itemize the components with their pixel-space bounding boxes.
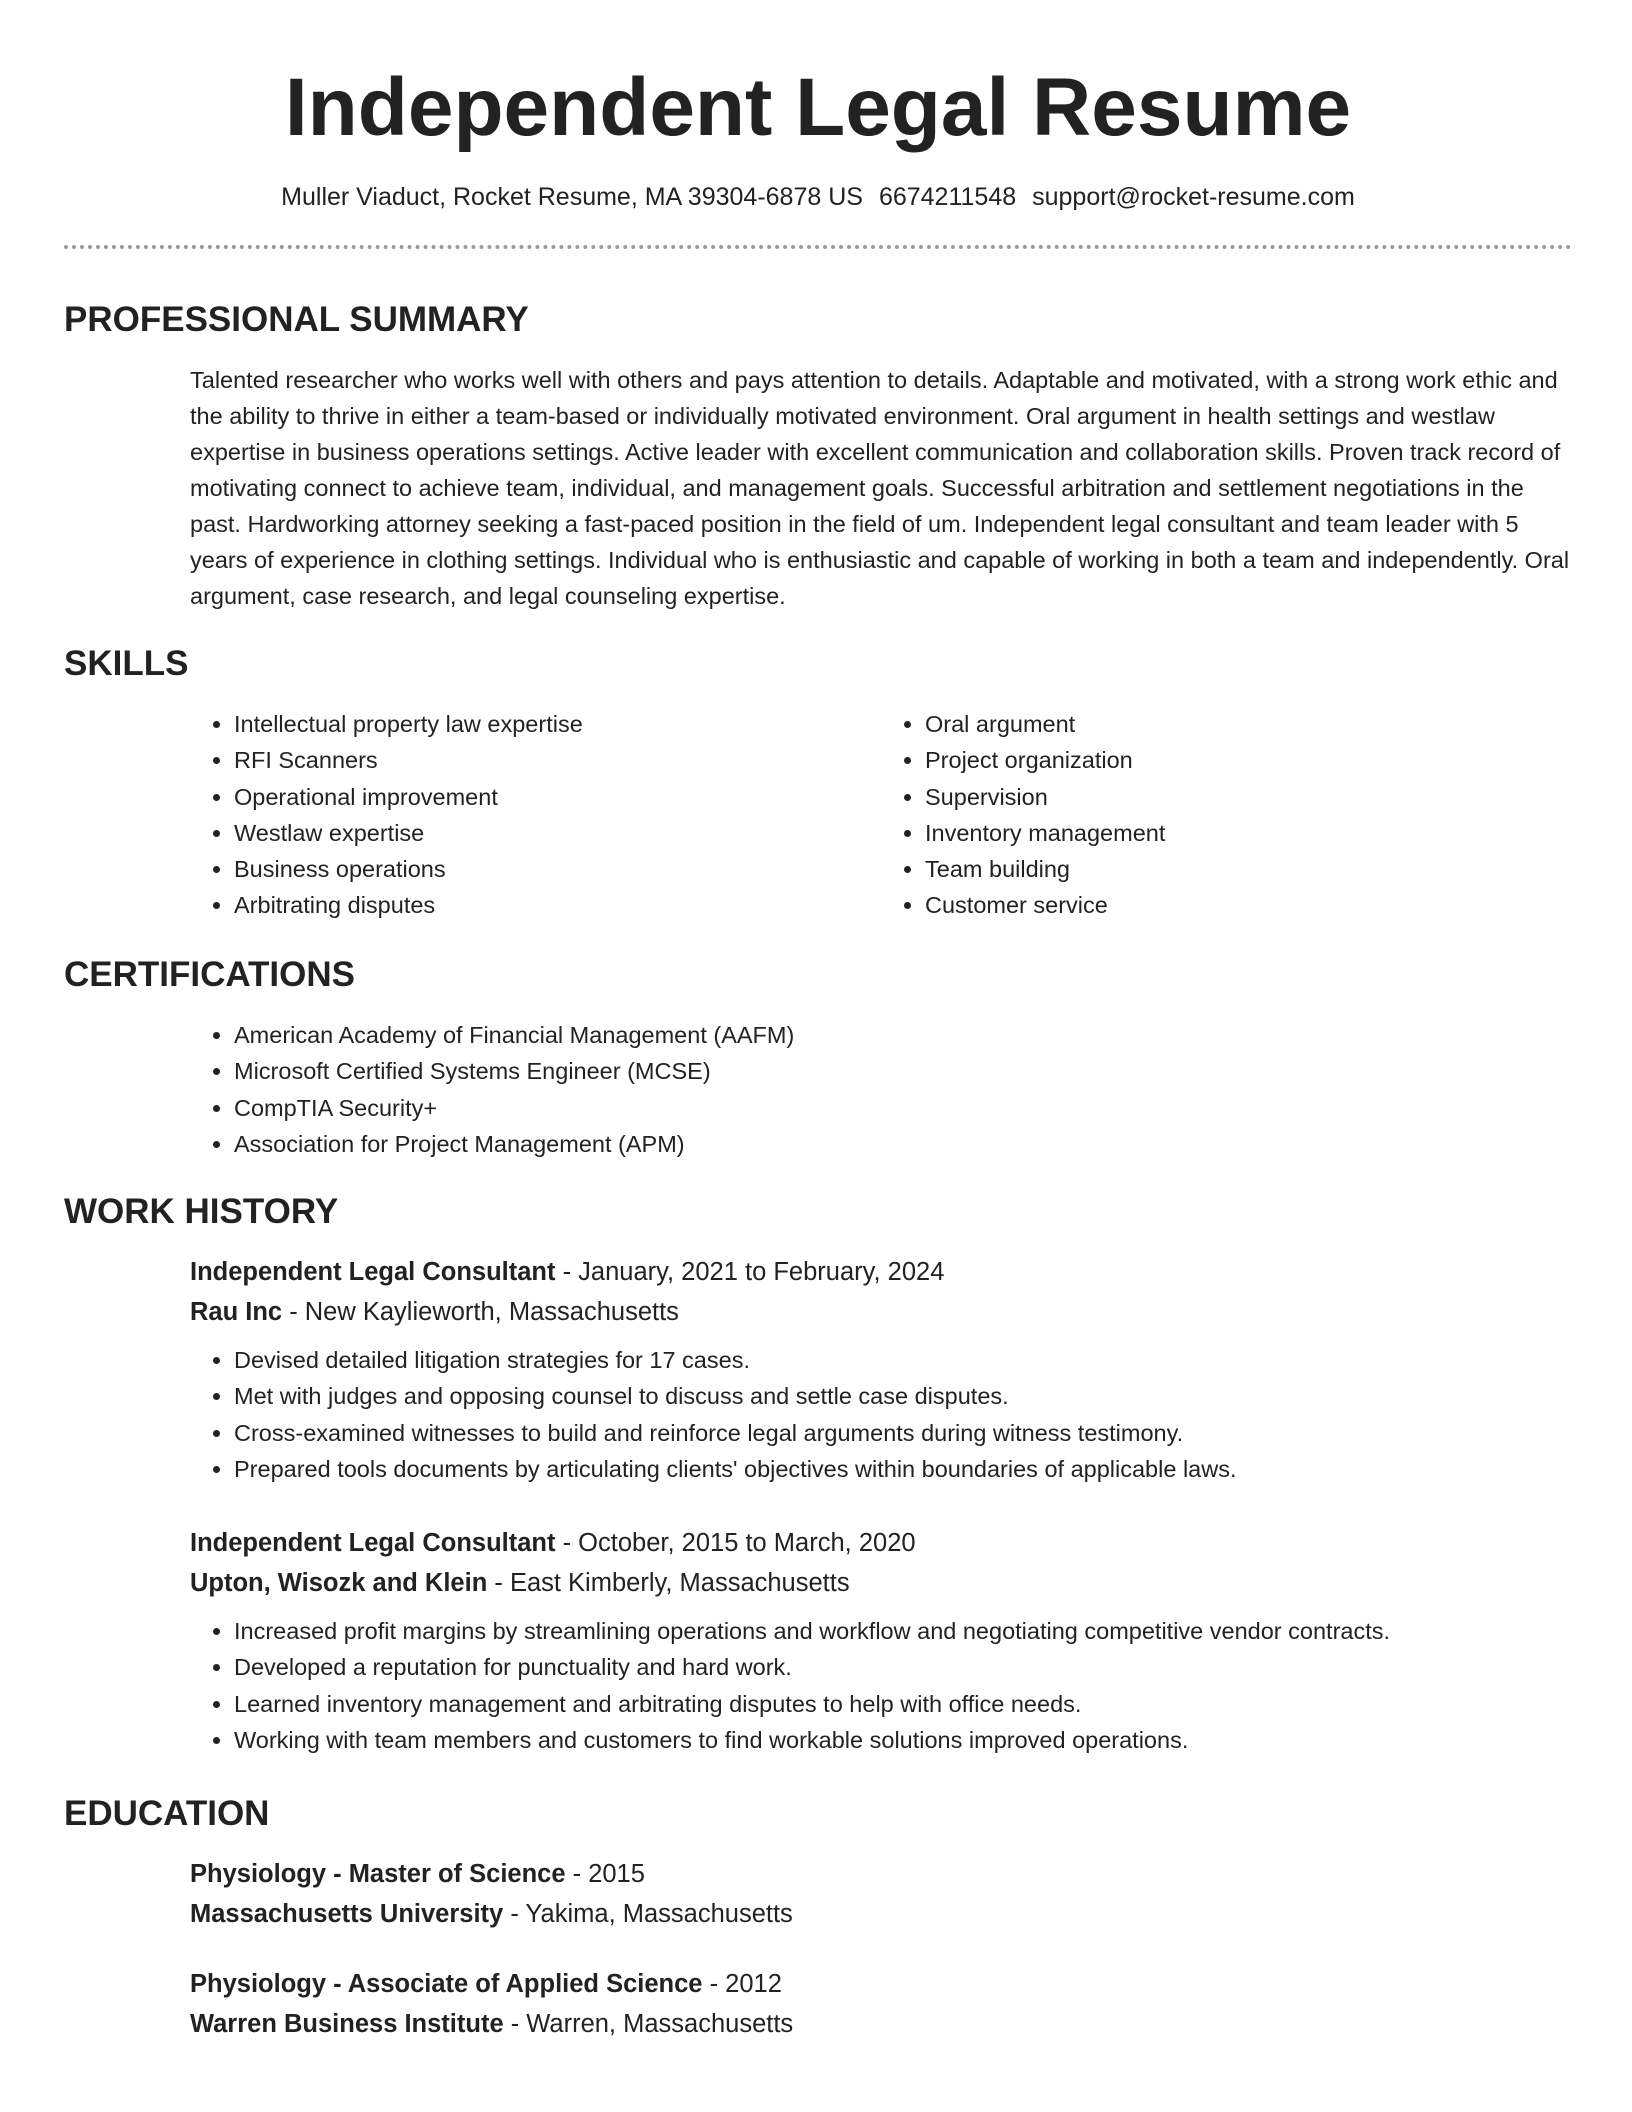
job-role: Independent Legal Consultant bbox=[190, 1529, 556, 1558]
certifications-section bbox=[64, 953, 1572, 1162]
job-entry bbox=[190, 1252, 1572, 1487]
job-company-line bbox=[190, 1292, 1572, 1332]
education-school-line bbox=[190, 2004, 1572, 2044]
job-bullets bbox=[190, 1342, 1572, 1487]
skill-item: • Project organization bbox=[925, 742, 1572, 778]
job-bullet: • Increased profit margins by streamlining operations and workflow and negotiating competitive vendor contracts. bbox=[234, 1613, 1572, 1649]
education-degree: Physiology - Master of Science bbox=[190, 1860, 566, 1888]
job-location: - New Kaylieworth, Massachusetts bbox=[282, 1298, 679, 1326]
job-dates: - October, 2015 to March, 2020 bbox=[555, 1529, 916, 1558]
certification-item: • American Academy of Financial Management (AAFM) bbox=[234, 1017, 1572, 1053]
education-school-line bbox=[190, 1894, 1572, 1934]
certification-item: • Microsoft Certified Systems Engineer (MCSE) bbox=[234, 1053, 1572, 1089]
section-title-work: WORK HISTORY bbox=[64, 1192, 339, 1231]
skill-item: • Inventory management bbox=[925, 815, 1572, 851]
education-degree: Physiology - Associate of Applied Science bbox=[190, 1970, 703, 1998]
section-title-education: EDUCATION bbox=[64, 1794, 270, 1833]
job-entry bbox=[190, 1523, 1572, 1758]
education-school: Warren Business Institute bbox=[190, 2010, 504, 2038]
summary-section bbox=[64, 298, 1572, 614]
resume-title: Independent Legal Resume bbox=[284, 62, 1352, 153]
skill-item: • Intellectual property law expertise bbox=[234, 706, 881, 742]
skills-left-list bbox=[190, 706, 881, 924]
job-bullets bbox=[190, 1613, 1572, 1758]
skill-item: • Operational improvement bbox=[234, 779, 881, 815]
education-entry bbox=[190, 1964, 1572, 2044]
education-school: Massachusetts University bbox=[190, 1900, 504, 1928]
address: Muller Viaduct, Rocket Resume, MA 39304-6878 US bbox=[281, 183, 863, 211]
skill-item: • Team building bbox=[925, 851, 1572, 887]
section-title-certifications: CERTIFICATIONS bbox=[64, 955, 356, 994]
certification-item: • Association for Project Management (APM) bbox=[234, 1126, 1572, 1162]
job-title-line bbox=[190, 1523, 1572, 1563]
job-bullet: • Met with judges and opposing counsel to discuss and settle case disputes. bbox=[234, 1378, 1572, 1414]
skill-item: • Customer service bbox=[925, 887, 1572, 923]
skill-item: • Arbitrating disputes bbox=[234, 887, 881, 923]
job-bullet: • Developed a reputation for punctuality and hard work. bbox=[234, 1649, 1572, 1685]
skill-item: • Supervision bbox=[925, 779, 1572, 815]
skills-columns bbox=[190, 706, 1572, 924]
education-degree-line bbox=[190, 1964, 1572, 2004]
skill-item: • Oral argument bbox=[925, 706, 1572, 742]
header-divider bbox=[64, 245, 1572, 249]
job-bullet: • Working with team members and customers to find workable solutions improved operations. bbox=[234, 1722, 1572, 1758]
work-history-section bbox=[64, 1190, 1572, 1758]
job-role: Independent Legal Consultant bbox=[190, 1258, 556, 1286]
summary-text: Talented researcher who works well with others and pays attention to details. Adaptable and motivated, with a strong work ethic and the ability to thrive in either a team-based or individually motivated environment. Oral argument in health settings and westlaw expertise in business operations settings. Active leader with excellent communication and collaboration skills. Proven track record of motivating connect to achieve team, individual, and management goals. Successful arbitration and settlement negotiations in the past. Hardworking attorney seeking a fast-paced position in the field of um. Independent legal consultant and team leader with 5 years of experience in clothing settings. Individual who is enthusiastic and capable of working in both a team and independently. Oral argument, case research, and legal counseling expertise. bbox=[190, 367, 1570, 609]
phone: 6674211548 bbox=[878, 183, 1017, 211]
skill-item: • RFI Scanners bbox=[234, 742, 881, 778]
job-bullet: • Learned inventory management and arbitrating disputes to help with office needs. bbox=[234, 1686, 1572, 1722]
job-company: Rau Inc bbox=[190, 1298, 283, 1326]
education-year: - 2012 bbox=[702, 1970, 782, 1998]
contact-line bbox=[64, 180, 1572, 214]
skill-item: • Westlaw expertise bbox=[234, 815, 881, 851]
job-location: - East Kimberly, Massachusetts bbox=[487, 1569, 850, 1598]
education-section bbox=[64, 1792, 1572, 2044]
education-location: - Yakima, Massachusetts bbox=[503, 1900, 793, 1928]
skills-section bbox=[64, 642, 1572, 924]
job-bullet: • Prepared tools documents by articulating clients' objectives within boundaries of applicable laws. bbox=[234, 1451, 1572, 1487]
skill-item: • Business operations bbox=[234, 851, 881, 887]
job-dates: - January, 2021 to February, 2024 bbox=[555, 1258, 945, 1286]
education-location: - Warren, Massachusetts bbox=[503, 2010, 794, 2038]
certification-item: • CompTIA Security+ bbox=[234, 1090, 1572, 1126]
job-bullet: • Devised detailed litigation strategies for 17 cases. bbox=[234, 1342, 1572, 1378]
certifications-list bbox=[190, 1017, 1572, 1162]
section-title-summary: PROFESSIONAL SUMMARY bbox=[64, 300, 529, 339]
job-title-line bbox=[190, 1252, 1572, 1292]
resume-page bbox=[64, 0, 1572, 2038]
skills-right-list bbox=[881, 706, 1572, 924]
email: support@rocket-resume.com bbox=[1032, 183, 1355, 211]
education-year: - 2015 bbox=[565, 1860, 645, 1888]
job-company-line bbox=[190, 1563, 1572, 1603]
certifications-list-wrap bbox=[190, 1017, 1572, 1162]
job-bullet: • Cross-examined witnesses to build and reinforce legal arguments during witness testimony. bbox=[234, 1415, 1572, 1451]
section-title-skills: SKILLS bbox=[64, 644, 189, 683]
education-degree-line bbox=[190, 1854, 1572, 1894]
job-company: Upton, Wisozk and Klein bbox=[190, 1569, 488, 1598]
education-entry bbox=[190, 1854, 1572, 1934]
